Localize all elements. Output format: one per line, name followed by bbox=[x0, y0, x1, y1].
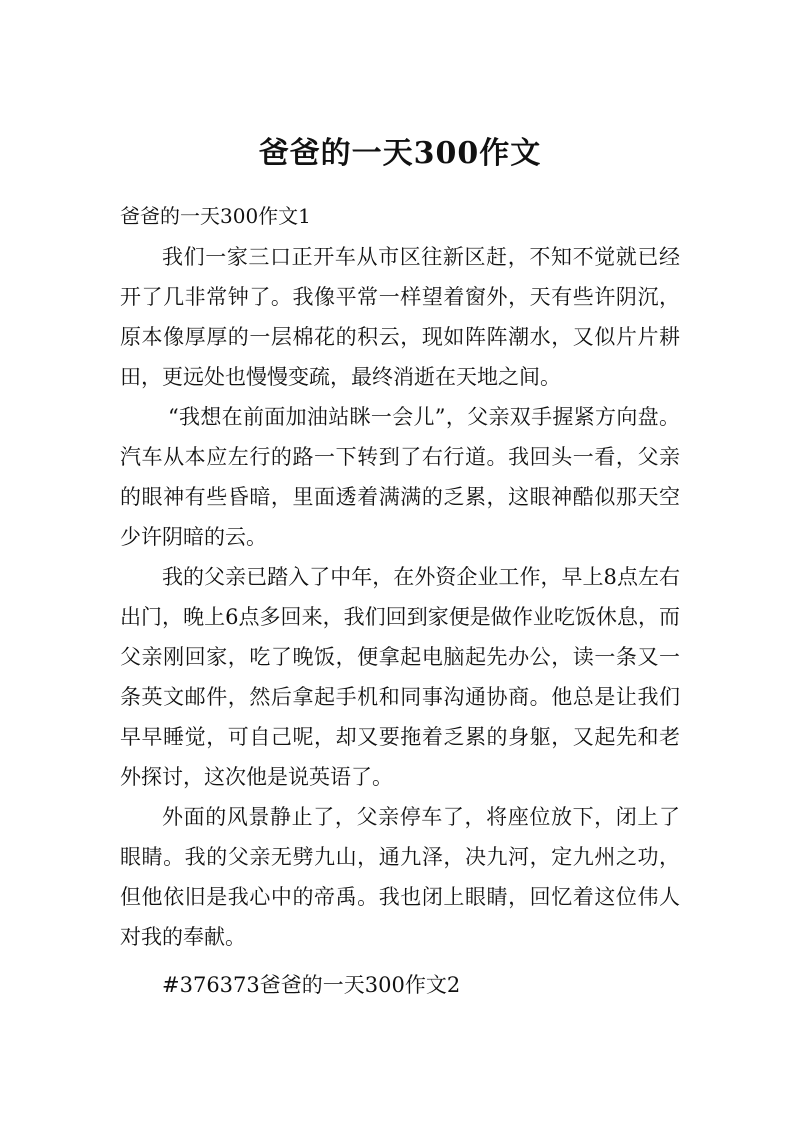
paragraph-4: 外面的风景静止了，父亲停车了，将座位放下，闭上了眼睛。我的父亲无劈九山，通九泽，决九河，定九州之功，但他依旧是我心中的帝禹。我也闭上眼睛，回忆着这位伟人对我的奉献。 bbox=[120, 805, 680, 949]
section-heading: 爸爸的一天300作文1 bbox=[120, 204, 311, 228]
paragraph-2: “我想在前面加油站眯一会儿”，父亲双手握紧方向盘。汽车从本应左行的路一下转到了右行道。我回头一看，父亲的眼神有些昏暗，里面透着满满的乏累，这眼神酷似那天空少许阴暗的云。 bbox=[120, 405, 680, 549]
next-essay-heading: #376373爸爸的一天300作文2 bbox=[162, 973, 461, 997]
paragraph-1: 我们一家三口正开车从市区往新区赶，不知不觉就已经开了几非常钟了。我像平常一样望着窗外，天有些许阴沉，原本像厚厚的一层棉花的积云，现如阵阵潮水，又似片片耕田，更远处也慢慢变疏，最终消逝在天地之间。 bbox=[120, 245, 680, 389]
document-title: 爸爸的一天300作文 bbox=[258, 136, 542, 171]
essay-body bbox=[120, 237, 680, 1005]
paragraph-3: 我的父亲已踏入了中年，在外资企业工作，早上8点左右出门，晚上6点多回来，我们回到家便是做作业吃饭休息，而父亲刚回家，吃了晚饭，便拿起电脑起先办公，读一条又一条英文邮件，然后拿起手机和同事沟通协商。他总是让我们早早睡觉，可自己呢，却又要拖着乏累的身躯，又起先和老外探讨，这次他是说英语了。 bbox=[120, 565, 680, 789]
